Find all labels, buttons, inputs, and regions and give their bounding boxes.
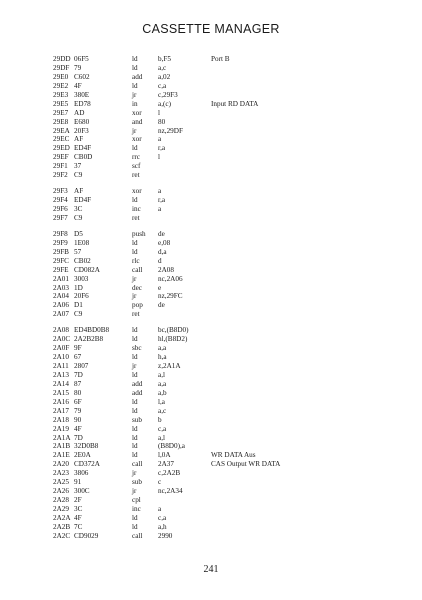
- operands: 2A37: [158, 460, 174, 469]
- comment: Port B: [211, 55, 230, 63]
- address: 2A1B: [53, 442, 71, 451]
- operands: a,(c): [158, 99, 171, 108]
- mnemonic: pop: [132, 301, 143, 310]
- listing-row: [53, 248, 393, 257]
- listing-row: [53, 135, 393, 144]
- listing-row: [53, 310, 393, 319]
- hex-bytes: ED78: [74, 99, 91, 108]
- listing-row: [53, 153, 393, 162]
- listing-row: [53, 127, 393, 136]
- operands: hl,(B8D2): [158, 335, 188, 344]
- hex-bytes: ED4BD0B8: [74, 326, 110, 335]
- hex-bytes: 87: [74, 379, 82, 388]
- listing-row: [53, 532, 393, 541]
- mnemonic: ld: [132, 451, 138, 460]
- hex-bytes: 380E: [74, 90, 90, 99]
- mnemonic: sbc: [132, 344, 142, 353]
- mnemonic: in: [132, 99, 138, 108]
- operands: c,2A2B: [158, 469, 181, 478]
- address: 29F3: [53, 187, 68, 196]
- operands: a,c: [158, 406, 167, 415]
- listing-row: [53, 73, 393, 82]
- address: 2A2B: [53, 522, 71, 531]
- listing-row: [53, 344, 393, 353]
- listing-row: [53, 505, 393, 514]
- listing-row: [53, 523, 393, 532]
- operands: a: [158, 505, 162, 513]
- address: 2A04: [53, 292, 69, 301]
- hex-bytes: 20F6: [74, 292, 89, 301]
- mnemonic: dec: [132, 283, 142, 292]
- listing-row: [53, 144, 393, 153]
- hex-bytes: 1E08: [74, 238, 90, 247]
- hex-bytes: 3003: [74, 274, 89, 283]
- operands: z,2A1A: [158, 362, 181, 370]
- hex-bytes: 300C: [74, 487, 90, 496]
- hex-bytes: 2807: [74, 362, 89, 370]
- listing-row: [53, 230, 393, 239]
- page-title: CASSETTE MANAGER: [142, 22, 280, 36]
- hex-bytes: 3C: [74, 505, 83, 513]
- mnemonic: jr: [132, 274, 137, 283]
- operands: a: [158, 187, 162, 196]
- listing-row: [53, 353, 393, 362]
- mnemonic: rlc: [132, 256, 140, 265]
- hex-bytes: 2E0A: [74, 451, 91, 460]
- hex-bytes: D1: [74, 301, 83, 310]
- comment: WR DATA Aus: [211, 451, 256, 460]
- address: 29F7: [53, 213, 68, 222]
- operands: e,08: [158, 238, 171, 247]
- hex-bytes: 79: [74, 406, 82, 415]
- hex-bytes: 37: [74, 162, 82, 171]
- mnemonic: jr: [132, 469, 137, 478]
- mnemonic: add: [132, 388, 143, 397]
- listing-row: [53, 326, 393, 335]
- operands: a,h: [158, 522, 167, 531]
- address: 29FB: [53, 247, 69, 256]
- listing-row: [53, 301, 393, 310]
- listing-row: [53, 171, 393, 180]
- operands: b: [158, 415, 162, 424]
- mnemonic: ld: [132, 513, 138, 522]
- listing-row: [53, 162, 393, 171]
- address: 2A28: [53, 496, 69, 505]
- mnemonic: sub: [132, 478, 142, 487]
- hex-bytes: 3C: [74, 205, 83, 213]
- mnemonic: ld: [132, 353, 138, 362]
- mnemonic: ld: [132, 144, 138, 153]
- mnemonic: call: [132, 531, 143, 540]
- mnemonic: ret: [132, 213, 140, 222]
- mnemonic: add: [132, 379, 143, 388]
- address: 2A11: [53, 362, 69, 370]
- operands: l: [158, 108, 160, 117]
- operands: c,29F3: [158, 90, 178, 99]
- address: 2A1A: [53, 433, 71, 442]
- address: 29ED: [53, 144, 70, 153]
- address: 2A14: [53, 379, 69, 388]
- mnemonic: inc: [132, 205, 141, 213]
- address: 2A25: [53, 478, 69, 487]
- hex-bytes: 4F: [74, 513, 82, 522]
- hex-bytes: 2F: [74, 496, 82, 505]
- listing-row: [53, 187, 393, 196]
- hex-bytes: ED4F: [74, 196, 92, 205]
- operands: c,a: [158, 424, 167, 433]
- hex-bytes: AF: [74, 187, 84, 196]
- listing-row: [53, 389, 393, 398]
- listing-row: [53, 380, 393, 389]
- operands: c,a: [158, 513, 167, 522]
- mnemonic: ld: [132, 326, 138, 335]
- hex-bytes: 67: [74, 353, 82, 362]
- listing-row: [53, 442, 393, 451]
- hex-bytes: C602: [74, 72, 90, 81]
- mnemonic: xor: [132, 135, 142, 144]
- operands: l: [158, 153, 160, 162]
- operands: c: [158, 478, 162, 487]
- hex-bytes: 9F: [74, 344, 82, 353]
- address: 2A18: [53, 415, 69, 424]
- listing-row: [53, 335, 393, 344]
- address: 29E0: [53, 72, 69, 81]
- hex-bytes: 7D: [74, 433, 83, 442]
- address: 29FC: [53, 256, 69, 265]
- hex-bytes: CD9029: [74, 531, 99, 540]
- hex-bytes: C9: [74, 310, 83, 319]
- listing-row: [53, 469, 393, 478]
- mnemonic: ld: [132, 424, 138, 433]
- mnemonic: jr: [132, 126, 137, 135]
- mnemonic: jr: [132, 487, 137, 496]
- address: 29DF: [53, 63, 70, 72]
- mnemonic: ld: [132, 55, 138, 63]
- mnemonic: ld: [132, 335, 138, 344]
- address: 29E2: [53, 81, 69, 90]
- operands: r,a: [158, 196, 166, 205]
- address: 29EA: [53, 126, 70, 135]
- mnemonic: and: [132, 117, 143, 126]
- listing-row: [53, 196, 393, 205]
- listing-row: [53, 284, 393, 293]
- address: 2A23: [53, 469, 69, 478]
- operands: a,b: [158, 388, 167, 397]
- hex-bytes: 6F: [74, 397, 82, 406]
- address: 2A26: [53, 487, 69, 496]
- address: 2A2C: [53, 531, 71, 540]
- address: 2A0C: [53, 335, 71, 344]
- mnemonic: sub: [132, 415, 142, 424]
- mnemonic: jr: [132, 292, 137, 301]
- operands: nc,2A34: [158, 487, 183, 496]
- listing-row: [53, 214, 393, 223]
- hex-bytes: 7C: [74, 522, 83, 531]
- listing-row: [53, 239, 393, 248]
- hex-bytes: 32D0B8: [74, 442, 99, 451]
- address: 2A2A: [53, 513, 71, 522]
- address: 2A10: [53, 353, 69, 362]
- address: 2A03: [53, 283, 69, 292]
- listing-row: [53, 82, 393, 91]
- listing-row: [53, 266, 393, 275]
- operands: b,F5: [158, 55, 171, 63]
- mnemonic: inc: [132, 505, 141, 513]
- address: 29E8: [53, 117, 69, 126]
- operands: de: [158, 301, 165, 310]
- hex-bytes: 20F3: [74, 126, 89, 135]
- mnemonic: rrc: [132, 153, 140, 162]
- mnemonic: call: [132, 265, 143, 274]
- operands: a: [158, 205, 162, 213]
- mnemonic: ld: [132, 196, 138, 205]
- mnemonic: ld: [132, 247, 138, 256]
- mnemonic: xor: [132, 108, 142, 117]
- hex-bytes: C9: [74, 171, 83, 180]
- hex-bytes: 3806: [74, 469, 89, 478]
- address: 2A01: [53, 274, 69, 283]
- mnemonic: jr: [132, 362, 137, 370]
- address: 2A16: [53, 397, 69, 406]
- address: 2A20: [53, 460, 69, 469]
- hex-bytes: CD082A: [74, 265, 100, 274]
- operands: a,02: [158, 72, 171, 81]
- listing-row: [53, 371, 393, 380]
- operands: 80: [158, 117, 166, 126]
- comment: CAS Output WR DATA: [211, 460, 281, 469]
- operands: bc,(B8D0): [158, 326, 189, 335]
- address: 29DD: [53, 55, 71, 63]
- address: 2A0F: [53, 344, 70, 353]
- address: 2A15: [53, 388, 69, 397]
- address: 2A13: [53, 370, 69, 379]
- mnemonic: cpl: [132, 496, 141, 505]
- hex-bytes: CB02: [74, 256, 91, 265]
- address: 2A29: [53, 505, 69, 513]
- operands: a: [158, 135, 162, 144]
- listing-row: [53, 257, 393, 266]
- address: 2A19: [53, 424, 69, 433]
- listing-row: [53, 496, 393, 505]
- address: 2A07: [53, 310, 69, 319]
- hex-bytes: C9: [74, 213, 83, 222]
- operands: l,0A: [158, 451, 171, 460]
- address: 29E7: [53, 108, 69, 117]
- mnemonic: ld: [132, 442, 138, 451]
- address: 29E3: [53, 90, 69, 99]
- hex-bytes: ED4F: [74, 144, 92, 153]
- operands: e: [158, 283, 162, 292]
- listing-row: [53, 407, 393, 416]
- mnemonic: scf: [132, 162, 141, 171]
- listing-row: [53, 416, 393, 425]
- operands: de: [158, 229, 165, 238]
- hex-bytes: AD: [74, 108, 85, 117]
- operands: d: [158, 256, 162, 265]
- hex-bytes: 4F: [74, 424, 82, 433]
- operands: a,l: [158, 370, 165, 379]
- listing-row: [53, 451, 393, 460]
- address: 29EF: [53, 153, 69, 162]
- mnemonic: ld: [132, 81, 138, 90]
- mnemonic: call: [132, 460, 143, 469]
- hex-bytes: 80: [74, 388, 82, 397]
- operands: (B8D0),a: [158, 442, 185, 451]
- address: 2A06: [53, 301, 69, 310]
- address: 2A1E: [53, 451, 70, 460]
- address: 2A17: [53, 406, 69, 415]
- operands: a,l: [158, 433, 165, 442]
- listing-row: [53, 91, 393, 100]
- operands: nc,2A06: [158, 274, 183, 283]
- mnemonic: ld: [132, 370, 138, 379]
- hex-bytes: 91: [74, 478, 82, 487]
- listing-row: [53, 205, 393, 214]
- listing-row: [53, 55, 393, 64]
- mnemonic: xor: [132, 187, 142, 196]
- operands: c,a: [158, 81, 167, 90]
- operands: nz,29DF: [158, 126, 183, 135]
- block-separator: [53, 180, 393, 187]
- hex-bytes: 2A2B2B8: [74, 335, 104, 344]
- comment: Input RD DATA: [211, 99, 259, 108]
- listing-row: [53, 460, 393, 469]
- address: 29F8: [53, 229, 68, 238]
- operands: 2A08: [158, 265, 174, 274]
- hex-bytes: 90: [74, 415, 82, 424]
- hex-bytes: 1D: [74, 283, 83, 292]
- operands: a,c: [158, 63, 167, 72]
- address: 29E5: [53, 99, 69, 108]
- listing-row: [53, 362, 393, 371]
- mnemonic: ld: [132, 522, 138, 531]
- listing-row: [53, 100, 393, 109]
- listing-row: [53, 64, 393, 73]
- address: 29F9: [53, 238, 68, 247]
- operands: a,a: [158, 344, 167, 353]
- block-separator: [53, 223, 393, 230]
- mnemonic: ld: [132, 406, 138, 415]
- mnemonic: ret: [132, 310, 140, 319]
- listing-row: [53, 109, 393, 118]
- page-number: 241: [203, 564, 219, 575]
- block-separator: [53, 319, 393, 326]
- mnemonic: ld: [132, 397, 138, 406]
- hex-bytes: 7D: [74, 370, 83, 379]
- mnemonic: push: [132, 229, 146, 238]
- mnemonic: ld: [132, 238, 138, 247]
- address: 29FE: [53, 265, 69, 274]
- operands: nz,29FC: [158, 292, 183, 301]
- hex-bytes: 57: [74, 247, 82, 256]
- mnemonic: ld: [132, 63, 138, 72]
- hex-bytes: 4F: [74, 81, 82, 90]
- assembly-listing: [53, 55, 393, 541]
- address: 29F2: [53, 171, 68, 180]
- operands: h,a: [158, 353, 167, 362]
- listing-row: [53, 292, 393, 301]
- listing-row: [53, 398, 393, 407]
- operands: d,a: [158, 247, 167, 256]
- operands: a,a: [158, 379, 167, 388]
- address: 29F1: [53, 162, 68, 171]
- hex-bytes: AF: [74, 135, 84, 144]
- hex-bytes: D5: [74, 229, 83, 238]
- operands: r,a: [158, 144, 166, 153]
- hex-bytes: 79: [74, 63, 82, 72]
- listing-row: [53, 487, 393, 496]
- address: 2A08: [53, 326, 69, 335]
- hex-bytes: 06F5: [74, 55, 89, 63]
- listing-row: [53, 514, 393, 523]
- mnemonic: ret: [132, 171, 140, 180]
- listing-row: [53, 478, 393, 487]
- address: 29EC: [53, 135, 70, 144]
- mnemonic: ld: [132, 433, 138, 442]
- operands: l,a: [158, 397, 165, 406]
- mnemonic: add: [132, 72, 143, 81]
- address: 29F4: [53, 196, 68, 205]
- listing-row: [53, 425, 393, 434]
- hex-bytes: CB0D: [74, 153, 93, 162]
- listing-row: [53, 118, 393, 127]
- hex-bytes: CD372A: [74, 460, 100, 469]
- operands: 2990: [158, 531, 173, 540]
- listing-row: [53, 275, 393, 284]
- listing-row: [53, 434, 393, 443]
- mnemonic: jr: [132, 90, 137, 99]
- address: 29F6: [53, 205, 68, 213]
- hex-bytes: E680: [74, 117, 90, 126]
